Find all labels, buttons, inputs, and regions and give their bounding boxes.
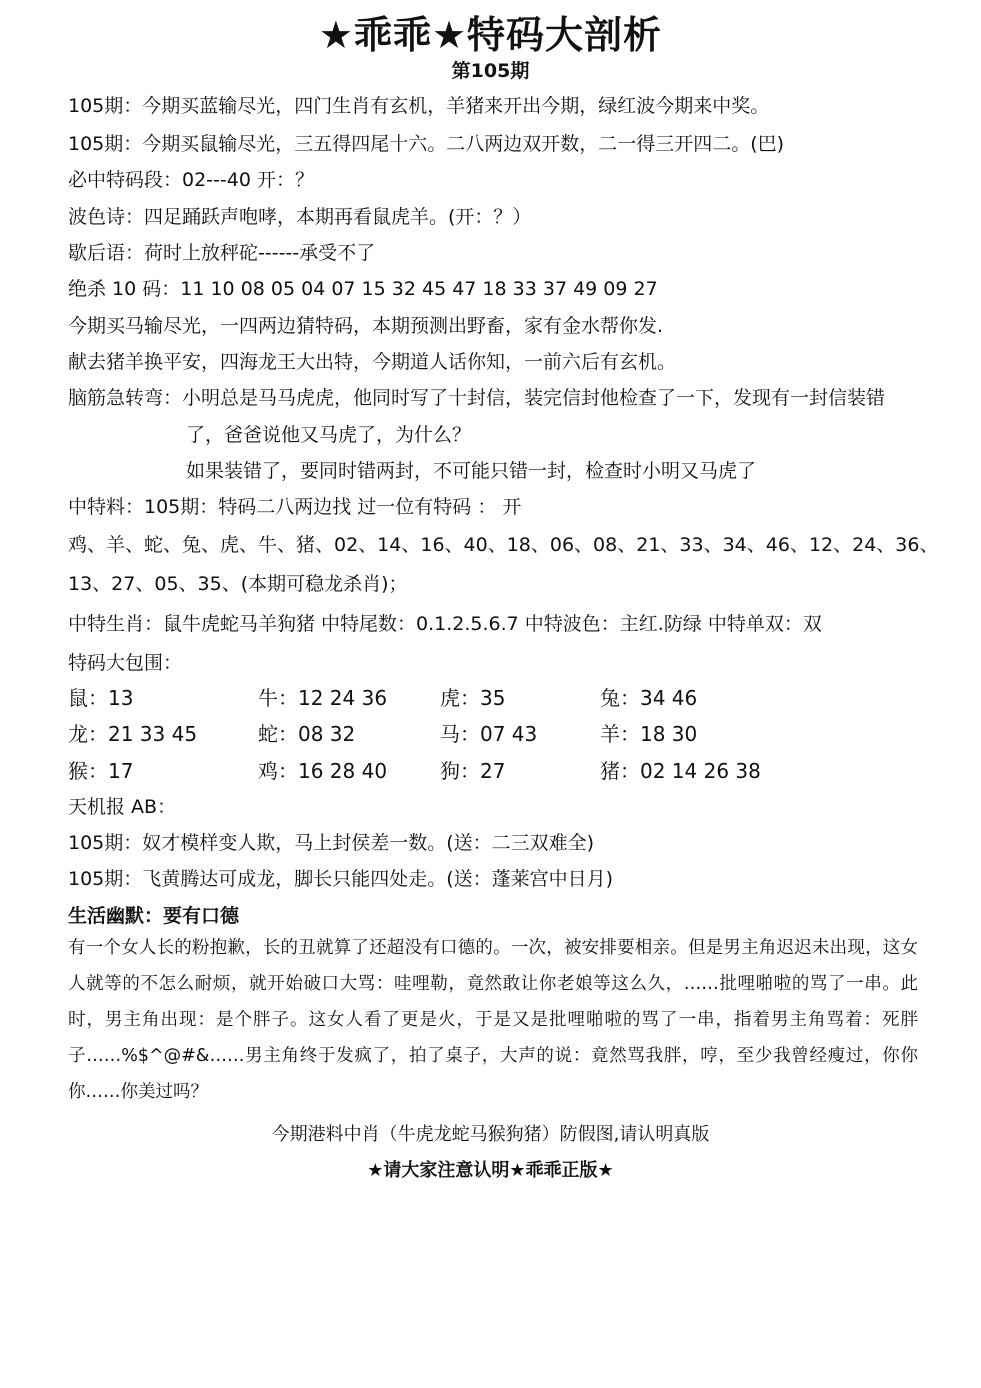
text-line-3: 必中特码段：02---40 开：？: [68, 169, 314, 191]
zodiac-cell: 鼠：13: [68, 686, 134, 710]
footer-slogan: ★请大家注意认明★乖乖正版★: [367, 1160, 614, 1181]
text-line-13: 鸡、羊、蛇、兔、虎、牛、猪、02、14、16、40、18、06、08、21、33、34、46、12、24、36、: [68, 534, 939, 556]
zodiac-cell: 蛇：08 32: [258, 722, 356, 746]
text-line-4: 波色诗：四足踊跃声咆哮，本期再看鼠虎羊。(开：？）: [68, 206, 532, 228]
tianji-title: 天机报 AB：: [68, 796, 177, 818]
brain-teaser-question: 脑筋急转弯：小明总是马马虎虎，他同时写了十封信，装完信封他检查了一下，发现有一封信装错: [68, 387, 886, 409]
tianji-line-b: 105期：飞黄腾达可成龙，脚长只能四处走。(送：蓬莱宫中日月): [68, 868, 614, 890]
zodiac-cell: 羊：18 30: [600, 722, 698, 746]
humor-paragraph: 有一个女人长的粉抱歉，长的丑就算了还超没有口德的。一次，被安排要相亲。但是男主角迟迟未出现，这女人就等的不怎么耐烦，就开始破口大骂：哇哩勒，竟然敢让你老娘等这么久，……批哩啪啦的骂了一串。此时，男主角出现：是个胖子。这女人看了更是火，于是又是批哩啪啦的骂了一串，指着男主角骂着：死胖子……%$^@#&……男主角终于发疯了，拍了桌子，大声的说：竟然骂我胖，哼，至少我曾经瘦过，你你你……你美过吗？: [68, 938, 918, 1102]
text-line-7: 今期买马输尽光，一四两边猜特码，本期预测出野畜，家有金水帮你发.: [68, 315, 664, 337]
text-line-5: 歇后语：荷时上放秤砣------承受不了: [68, 242, 376, 264]
zodiac-cell: 猴：17: [68, 759, 134, 783]
text-line-12: 中特料：105期：特码二八两边找 过一位有特码 ： 开: [68, 496, 522, 518]
zodiac-cell: 马：07 43: [440, 722, 538, 746]
zodiac-cell: 猪：02 14 26 38: [600, 759, 761, 783]
issue-number: 第105期: [451, 60, 530, 82]
zodiac-cell: 鸡：16 28 40: [258, 759, 388, 783]
zodiac-cell: 兔：34 46: [600, 686, 698, 710]
text-line-2: 105期：今期买鼠输尽光，三五得四尾十六。二八两边双开数，二一得三开四二。(巴): [68, 133, 785, 155]
text-line-1: 105期：今期买蓝输尽光，四门生肖有玄机，羊猪来开出今期，绿红波今期来中奖。: [68, 95, 770, 117]
zodiac-cell: 狗：27: [440, 759, 506, 783]
page-title: ★乖乖★特码大剖析: [318, 13, 663, 57]
footer-note: 今期港料中肖（牛虎龙蛇马猴狗猪）防假图,请认明真版: [271, 1124, 710, 1145]
text-line-15: 中特生肖：鼠牛虎蛇马羊狗猪 中特尾数：0.1.2.5.6.7 中特波色：主红.防绿 中特单双：双: [68, 613, 822, 635]
humor-title: 生活幽默：要有口德: [68, 905, 240, 927]
brain-teaser-question-cont: 了，爸爸说他又马虎了，为什么？: [186, 424, 472, 446]
text-line-14: 13、27、05、35、(本期可稳龙杀肖)；: [68, 573, 408, 595]
zodiac-cell: 龙：21 33 45: [68, 722, 198, 746]
brain-teaser-answer: 如果装错了，要同时错两封，不可能只错一封，检查时小明又马虎了: [186, 460, 757, 482]
zodiac-cell: 牛：12 24 36: [258, 686, 388, 710]
zodiac-grid-title: 特码大包围：: [68, 652, 183, 674]
text-line-6: 绝杀 10 码：11 10 08 05 04 07 15 32 45 47 18 33 37 49 09 27: [68, 278, 658, 300]
tianji-line-a: 105期：奴才模样变人欺，马上封侯差一数。(送：二三双难全): [68, 832, 595, 854]
zodiac-cell: 虎：35: [440, 686, 506, 710]
text-line-8: 献去猪羊换平安，四海龙王大出特，今期道人话你知，一前六后有玄机。: [68, 351, 677, 373]
